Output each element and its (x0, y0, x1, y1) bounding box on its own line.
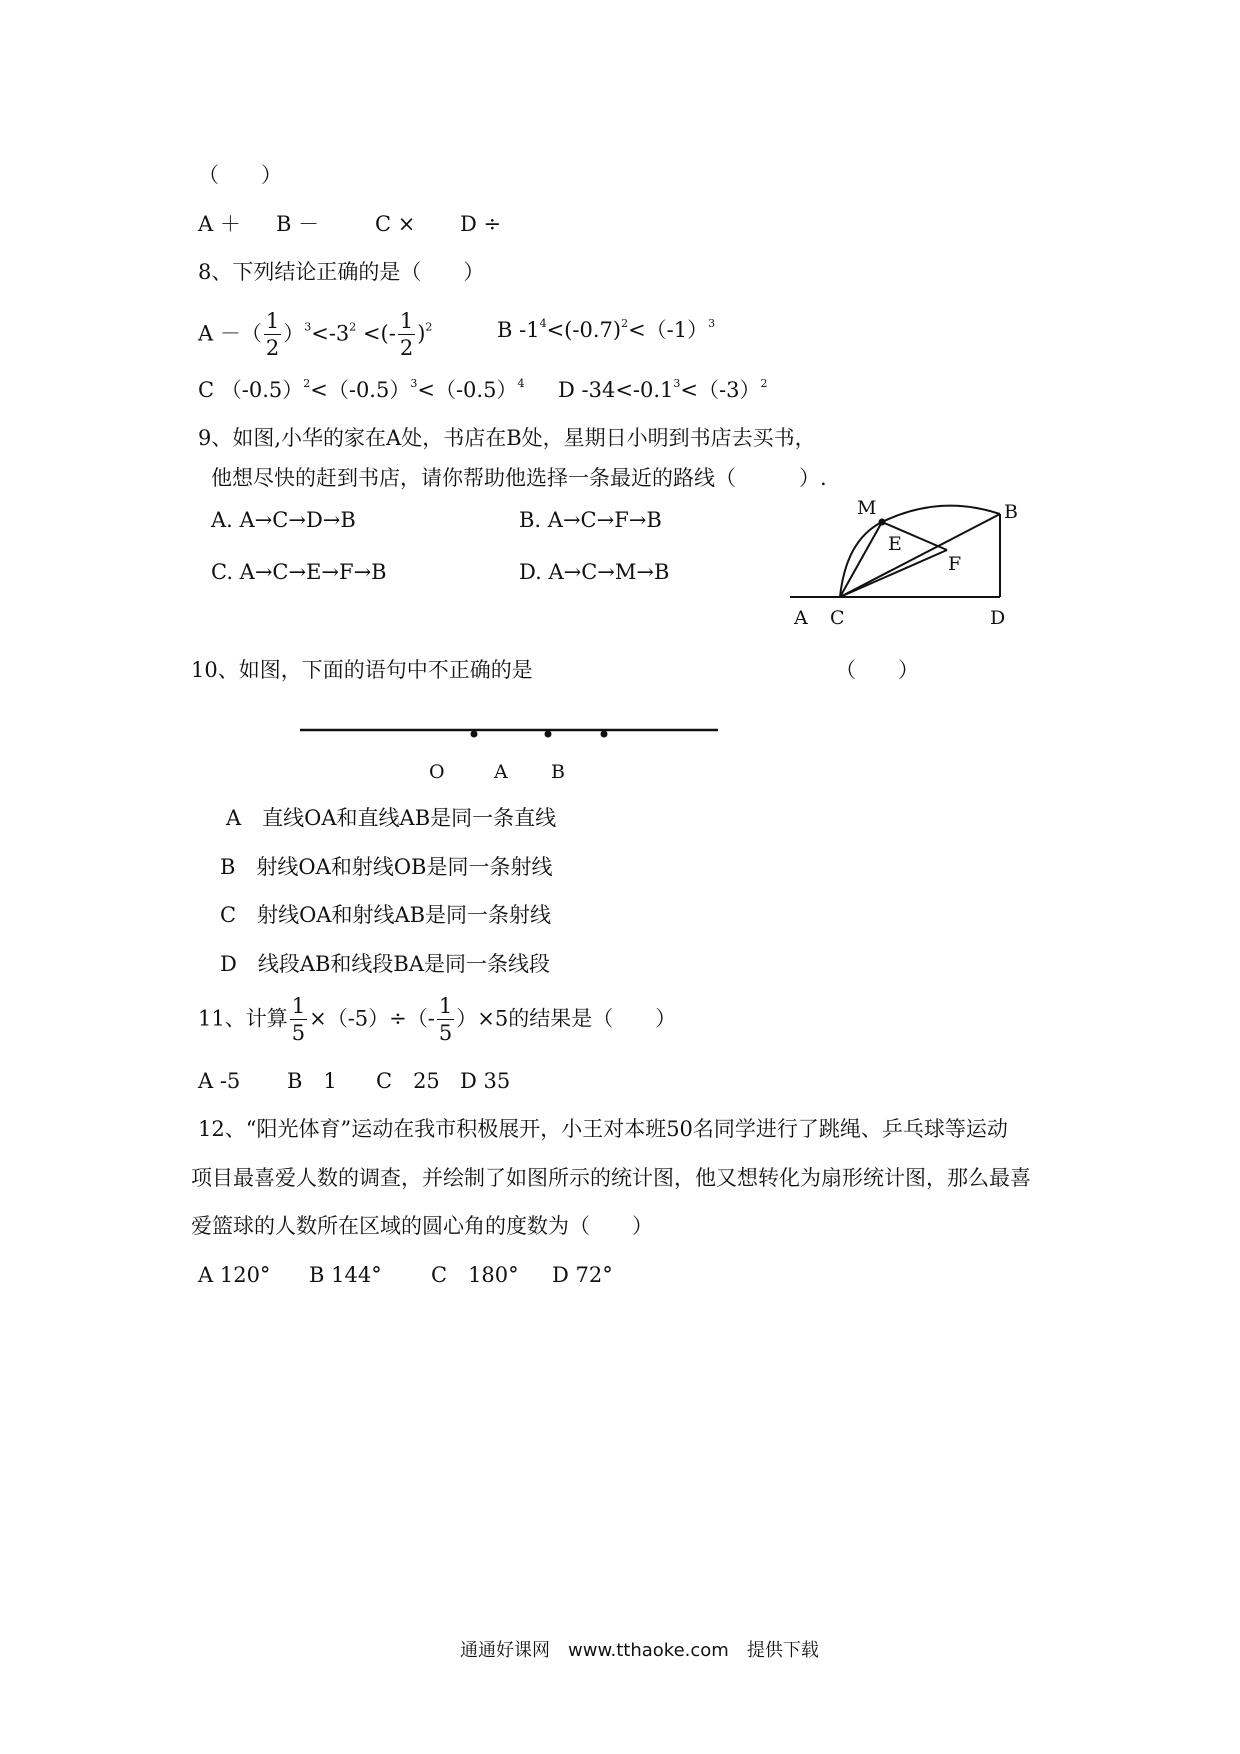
q7-option-a: A ＋ (198, 212, 241, 236)
point-m (879, 519, 886, 526)
point-a (545, 731, 552, 738)
label-a: A (794, 607, 808, 629)
q10-option-b: B 射线OA和射线OB是同一条射线 (220, 855, 553, 879)
q9-option-d: D. A→C→M→B (519, 560, 670, 584)
q11-fraction-1: $\frac{1}{5}$ (291, 994, 306, 1046)
q7-option-b: B － (276, 212, 320, 236)
q12-stem-line-3: 爱篮球的人数所在区域的圆心角的度数为（ ） (191, 1214, 653, 1238)
q12-option-d: D 72° (552, 1263, 613, 1287)
arc-mb (882, 506, 1000, 522)
label-a: A (494, 761, 508, 783)
q10-line-figure (290, 720, 730, 790)
q12-option-c: C 180° (431, 1263, 519, 1287)
label-m: M (857, 497, 877, 519)
page-footer: 通通好课网 www.tthaoke.com 提供下载 (460, 1640, 819, 1661)
label-d: D (990, 607, 1006, 629)
q9-stem-line-2: 他想尽快的赶到书店，请你帮助他选择一条最近的路线（ ）. (211, 466, 827, 490)
label-b: B (551, 761, 565, 783)
point-o (471, 731, 478, 738)
q10-option-c: C 射线OA和射线AB是同一条射线 (220, 903, 552, 927)
label-e: E (888, 533, 902, 555)
q8-a-fraction-2: $\frac{1}{2}$ (399, 309, 414, 361)
label-b: B (1004, 501, 1018, 523)
label-f: F (948, 553, 962, 575)
q9-option-c: C. A→C→E→F→B (211, 560, 387, 584)
q8-stem: 8、下列结论正确的是（ ） (198, 260, 485, 284)
q8-option-c: C $(-0.5)^2<(-0.5)^3<(-0.5)^4$ (198, 377, 525, 402)
q12-option-a: A 120° (198, 1263, 271, 1287)
point-b (601, 731, 608, 738)
q9-stem-line-1: 9、如图,小华的家在A处，书店在B处，星期日小明到书店去买书， (198, 426, 816, 450)
q8-a-fraction-1: $\frac{1}{2}$ (265, 309, 280, 361)
q11-stem: 11、计算 $\frac{1}{5}$ ×（-5）÷（- $\frac{1}{5}$ ）×5的结果是（ ） (198, 994, 677, 1046)
q12-stem-line-2: 项目最喜爱人数的调查，并绘制了如图所示的统计图，他又想转化为扇形统计图，那么最喜 (191, 1166, 1031, 1190)
q7-option-d: D ÷ (460, 212, 502, 236)
q9-route-figure (780, 480, 1070, 640)
q12-stem-line-1: 12、“阳光体育”运动在我市积极展开，小王对本班50名同学进行了跳绳、乒乓球等运动 (198, 1117, 1008, 1141)
q10-stem: 10、如图，下面的语句中不正确的是 (191, 658, 533, 682)
q9-option-b: B. A→C→F→B (519, 508, 662, 532)
q10-answer-paren: （ ） (835, 658, 919, 682)
q8-option-d: D $-34<-0.1^3<(-3)^2$ (558, 377, 768, 402)
q12-option-b: B 144° (309, 1263, 382, 1287)
q11-option-d: D 35 (460, 1069, 511, 1093)
q9-option-a: A. A→C→D→B (211, 508, 356, 532)
label-c: C (830, 607, 845, 629)
q10-option-d: D 线段AB和线段BA是同一条线段 (220, 952, 551, 976)
q7-option-c: C × (375, 212, 416, 236)
q11-fraction-2: $\frac{1}{5}$ (438, 994, 453, 1046)
q11-option-c: C 25 (376, 1069, 440, 1093)
q8-option-b: B $-1^4<(-0.7)^2<(-1)^3$ (497, 317, 716, 342)
q7-answer-paren: （ ） (198, 163, 282, 187)
segment-cf (840, 550, 947, 597)
q10-option-a: A 直线OA和直线AB是同一条直线 (226, 806, 557, 830)
q11-option-a: A -5 (198, 1069, 241, 1093)
q8-option-a: A －（ $\frac{1}{2}$ ）$^3<-3^2$ <(- $\frac{1}{2}$ )$^2$ (198, 309, 433, 361)
q8-a-label: A －（ (198, 321, 262, 346)
q11-option-b: B 1 (287, 1069, 337, 1093)
label-o: O (429, 761, 445, 783)
